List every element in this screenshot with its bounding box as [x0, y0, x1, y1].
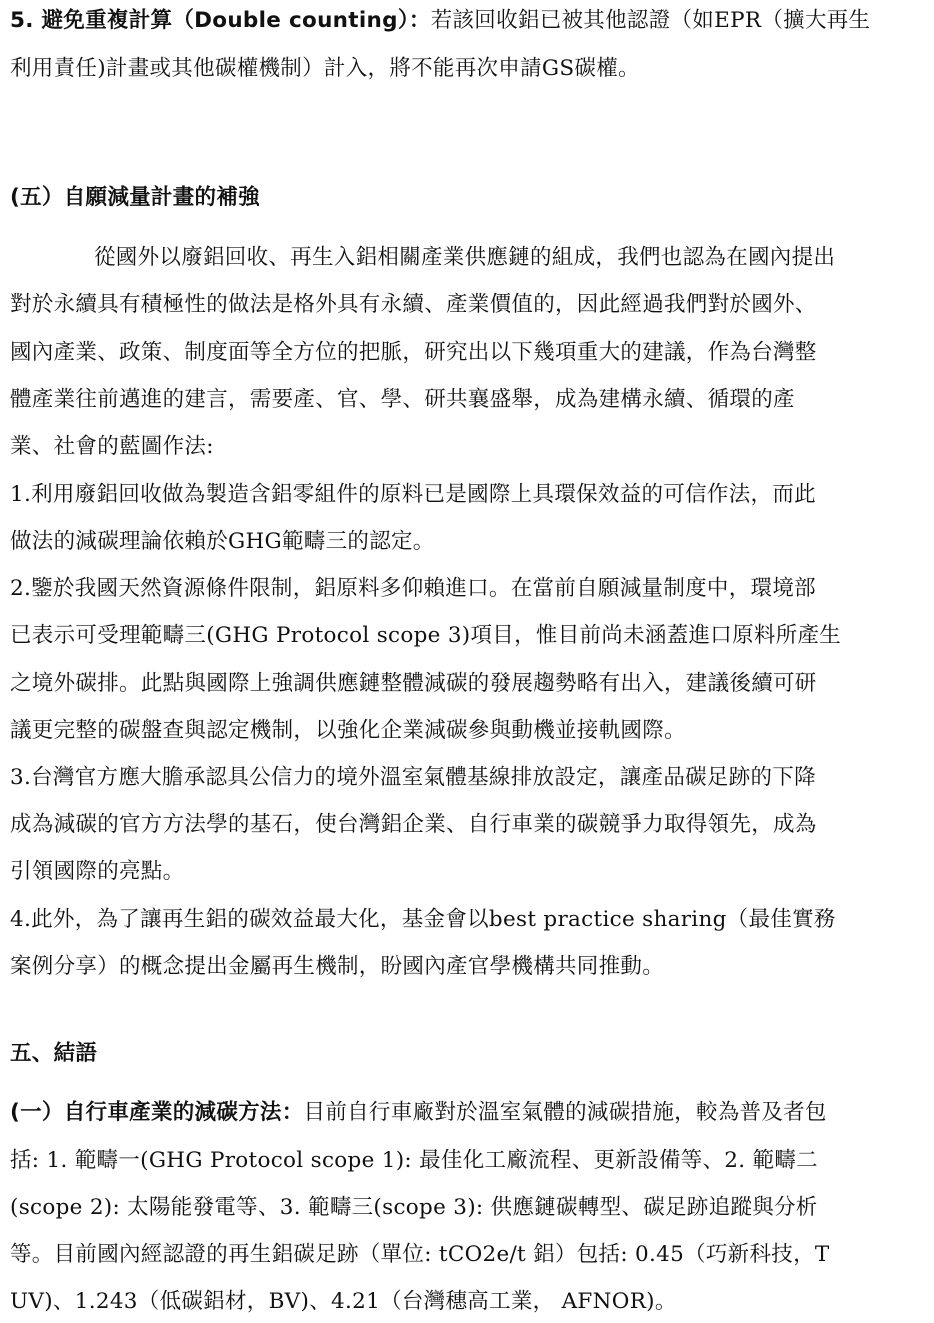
intro-paragraph-line: 從國外以廢鋁回收、再生入鋁相關產業供應鏈的組成，我們也認為在國內提出: [94, 245, 836, 270]
double-counting-heading: 5. 避免重複計算（Double counting）：: [10, 8, 431, 33]
conclusion-text: 目前自行車廠對於溫室氣體的減碳措施，較為普及者包: [303, 1100, 827, 1125]
recommendation-2-line: 2.鑒於我國天然資源條件限制，鋁原料多仰賴進口。在當前自願減量制度中，環境部: [10, 576, 816, 601]
intro-paragraph-line: 體產業往前邁進的建言，需要產、官、學、研共襄盛舉，成為建構永續、循環的產: [10, 387, 795, 412]
recommendation-3-line: 引領國際的亮點。: [10, 859, 185, 884]
conclusion-line: 等。目前國內經認證的再生鋁碳足跡（單位: tCO2e/t 鋁）包括: 0.45（巧新科技，T: [10, 1242, 830, 1267]
intro-paragraph-line: 對於永續具有積極性的做法是格外具有永續、產業價值的，因此經過我們對於國外、: [10, 292, 817, 317]
recommendation-3-line: 成為減碳的官方方法學的基石，使台灣鋁企業、自行車業的碳競爭力取得領先，成為: [10, 812, 817, 837]
conclusion-line: [10, 1098, 827, 1128]
recommendation-2-line: 之境外碳排。此點與國際上強調供應鏈整體減碳的發展趨勢略有出入，建議後續可研: [10, 671, 817, 696]
conclusion-subheading: (一）自行車產業的減碳方法：: [10, 1100, 304, 1125]
recommendation-4-line: 案例分享）的概念提出金屬再生機制，盼國內產官學機構共同推動。: [10, 954, 665, 979]
double-counting-text: 若該回收鋁已被其他認證（如EPR（擴大再生: [430, 8, 871, 33]
section-heading-conclusion: 五、結語: [10, 1041, 98, 1066]
recommendation-1-line: 做法的減碳理論依賴於GHG範疇三的認定。: [10, 529, 435, 554]
double-counting-line-2: 利用責任)計畫或其他碳權機制）計入，將不能再次申請GS碳權。: [10, 56, 640, 81]
conclusion-line: (scope 2): 太陽能發電等、3. 範疇三(scope 3): 供應鏈碳轉型、碳足跡追蹤與分析: [10, 1195, 818, 1220]
conclusion-line: 括: 1. 範疇一(GHG Protocol scope 1): 最佳化工廠流程、更新設備等、2. 範疇二: [10, 1148, 818, 1173]
recommendation-2-line: 議更完整的碳盤查與認定機制，以強化企業減碳參與動機並接軌國際。: [10, 718, 686, 743]
recommendation-3-line: 3.台灣官方應大膽承認具公信力的境外溫室氣體基線排放設定，讓產品碳足跡的下降: [10, 765, 816, 790]
recommendation-2-line: 已表示可受理範疇三(GHG Protocol scope 3)項目，惟目前尚未涵蓋進口原料所產生: [10, 623, 842, 648]
intro-paragraph-line: 業、社會的藍圖作法:: [10, 434, 214, 459]
recommendation-4-line: 4.此外，為了讓再生鋁的碳效益最大化，基金會以best practice sharing（最佳實務: [10, 907, 836, 932]
recommendation-1-line: 1.利用廢鋁回收做為製造含鋁零組件的原料已是國際上具環保效益的可信作法，而此: [10, 482, 816, 507]
double-counting-line-1: [10, 6, 870, 36]
section-heading-voluntary-reduction: (五）自願減量計畫的補強: [10, 185, 260, 210]
conclusion-line: UV)、1.243（低碳鋁材，BV)、4.21（台灣穗高工業， AFNOR)。: [10, 1289, 677, 1314]
intro-paragraph-line: 國內產業、政策、制度面等全方位的把脈，研究出以下幾項重大的建議，作為台灣整: [10, 340, 817, 365]
